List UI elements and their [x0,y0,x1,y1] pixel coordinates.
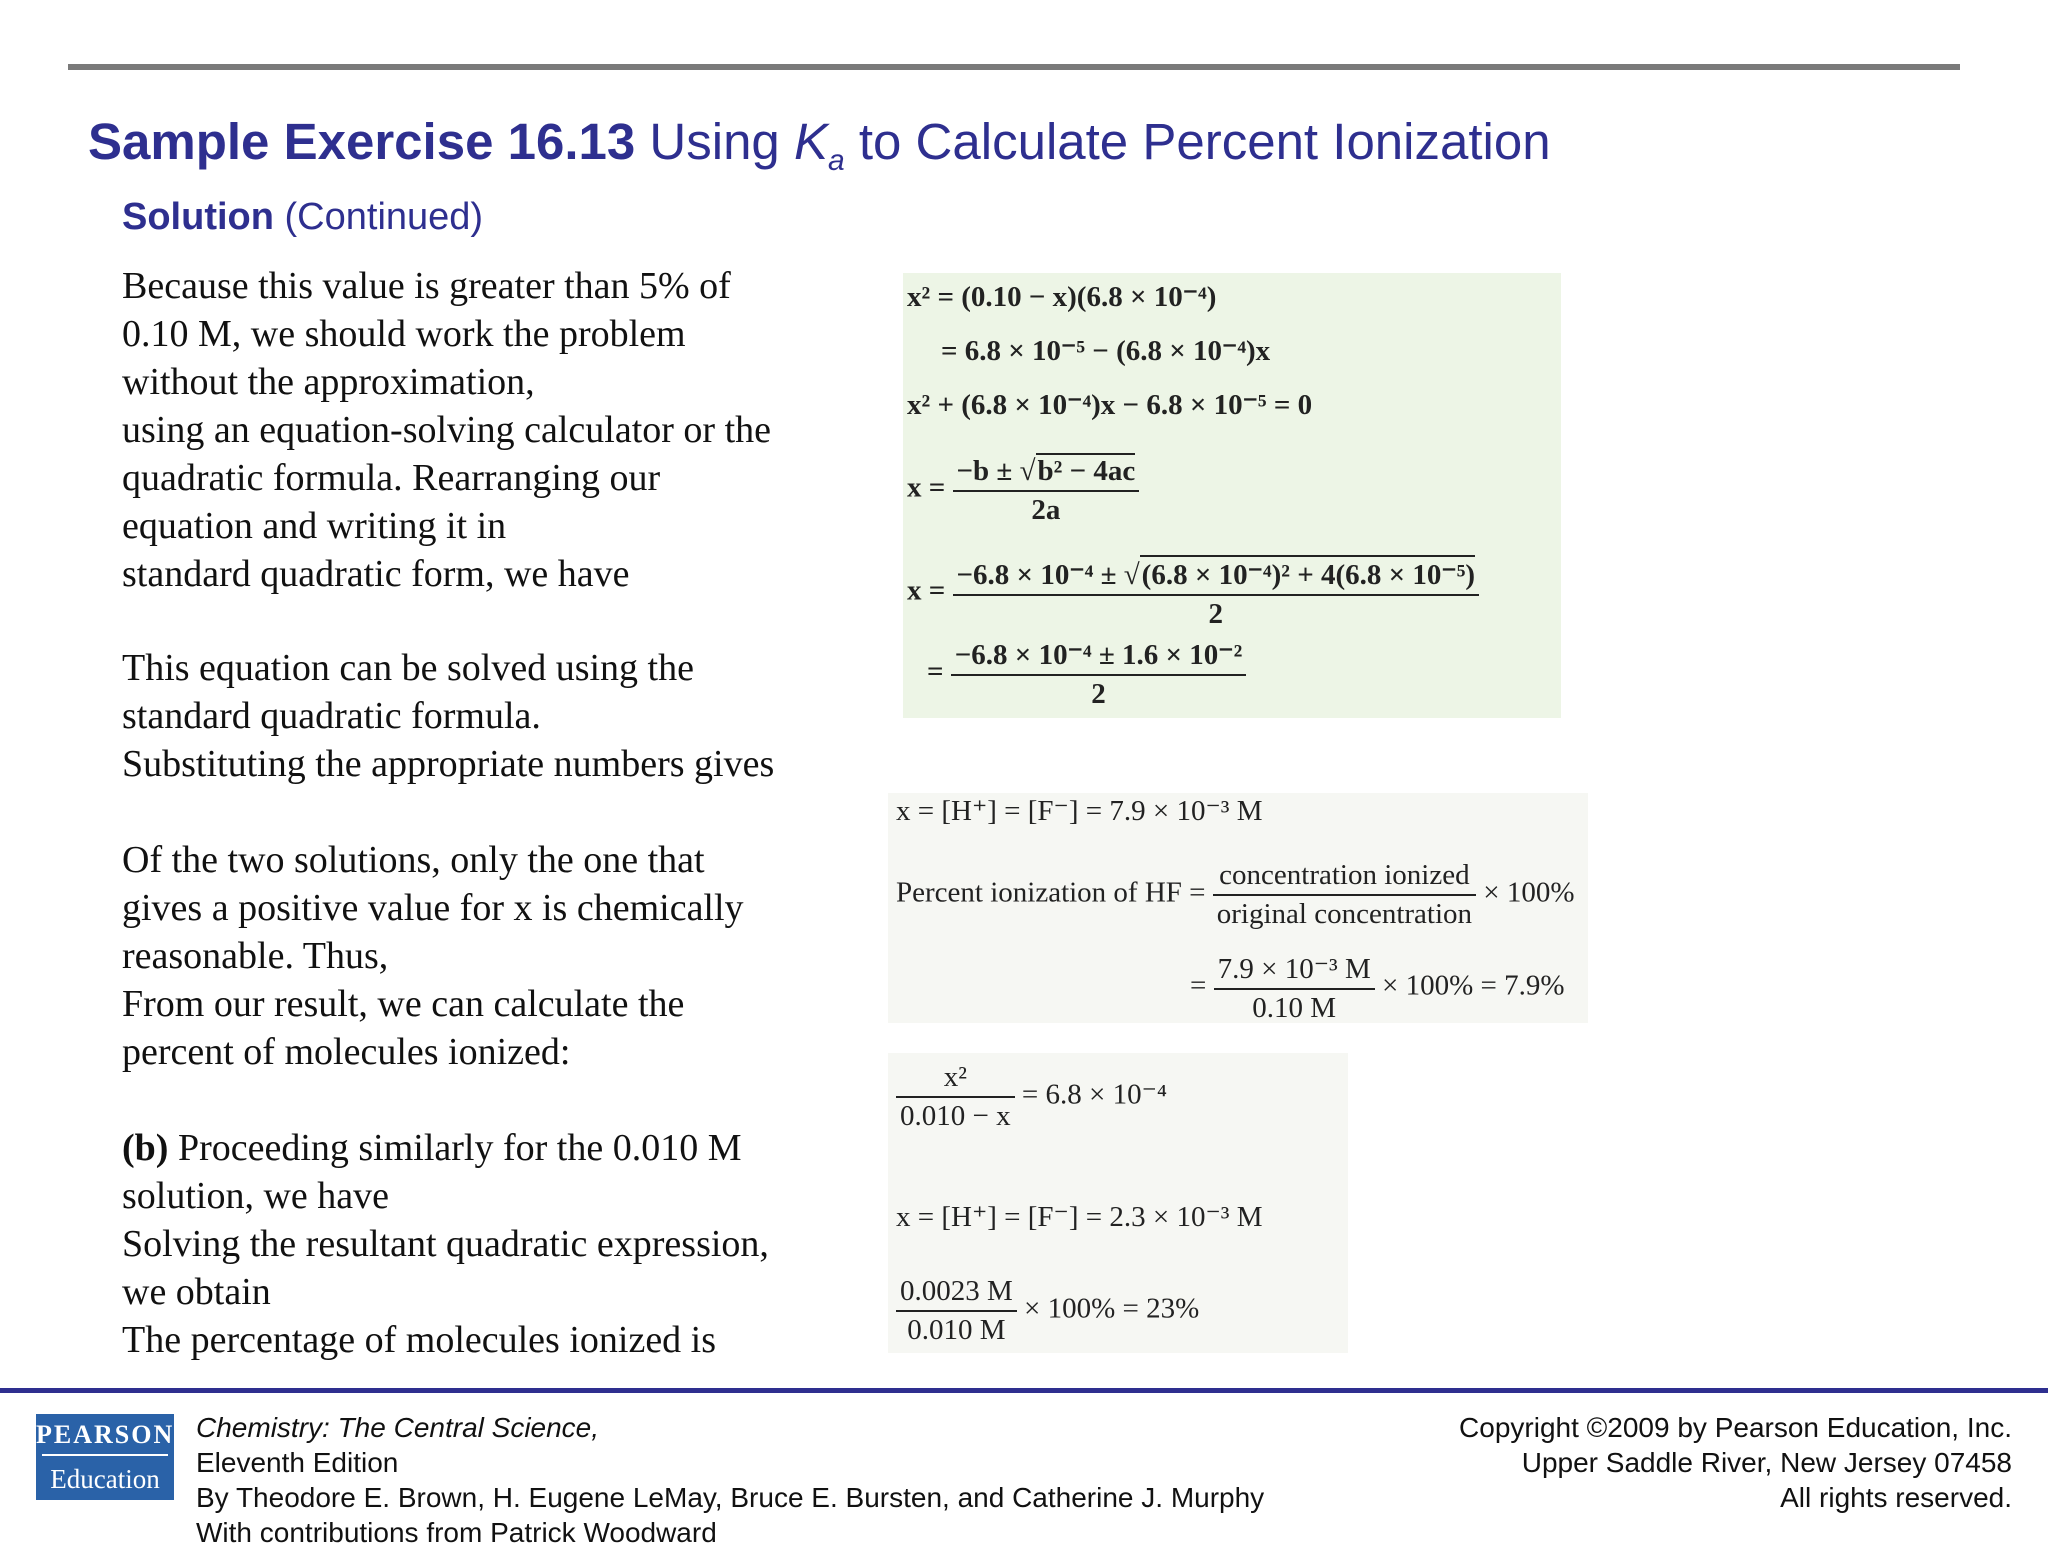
text-line: solution, we have [122,1175,390,1217]
title-k: K [793,113,828,170]
text-line-part-b [122,1124,822,1172]
text-line: reasonable. Thus, [122,935,389,977]
part-b-text: Proceeding similarly for the 0.010 M [168,1127,742,1169]
text-line: standard quadratic form, we have [122,553,630,595]
equation-line-2: = 6.8 × 10⁻⁵ − (6.8 × 10⁻⁴)x [941,335,1271,367]
book-contributions: With contributions from Patrick Woodward [196,1517,717,1548]
definition-den: original concentration [1216,898,1473,930]
part-b-label: (b) [122,1127,169,1169]
page-title [88,112,1551,178]
paragraph-3 [122,836,822,1076]
title-k-subscript: a [828,144,845,178]
book-title: Chemistry: The Central Science, [196,1412,600,1443]
text-line: Solving the resultant quadratic expression, [122,1223,769,1265]
subtitle-rest: (Continued) [273,196,484,238]
formula-lhs: x = [907,471,946,504]
quadratic-formula [907,453,1139,527]
copyright-line: Copyright ©2009 by Pearson Education, Inc. [1459,1412,2012,1443]
book-authors: By Theodore E. Brown, H. Eugene LeMay, Bruce E. Bursten, and Catherine J. Murphy [196,1482,1265,1513]
paragraph-1 [122,262,822,598]
section-subtitle [122,196,483,239]
text-line: Of the two solutions, only the one that [122,839,705,881]
formula-root: b² − 4ac [1037,455,1136,487]
part-b-percent-num: 0.0023 M [896,1275,1017,1312]
top-rule [68,64,1960,70]
text-line: gives a positive value for x is chemically [122,887,744,929]
book-credits [196,1410,1264,1550]
publisher-address: Upper Saddle River, New Jersey 07458 [1521,1447,2012,1478]
part-b-den: 0.010 − x [900,1100,1011,1132]
definition-lhs: Percent ionization of HF = [896,876,1206,909]
simplified-formula [927,637,1246,711]
title-text-2: to Calculate Percent Ionization [844,113,1551,170]
text-line: using an equation-solving calculator or the [122,409,771,451]
title-text-1: Using [649,113,794,170]
definition-rhs: × 100% [1483,876,1575,909]
part-b-num: x² [896,1061,1015,1098]
part-b-percent [896,1275,1199,1347]
footer-rule [0,1388,2048,1393]
text-line: Because this value is greater than 5% of [122,265,731,307]
book-edition: Eleventh Edition [196,1447,399,1478]
percent-ionization-calculation [1190,951,1565,1025]
definition-num: concentration ionized [1213,859,1476,896]
simplified-lhs: = [927,655,944,688]
text-line: From our result, we can calculate the [122,983,685,1025]
simplified-num: −6.8 × 10⁻⁴ ± 1.6 × 10⁻² [951,637,1247,676]
text-line: equation and writing it in [122,505,507,547]
part-b-percent-rhs: × 100% = 23% [1024,1292,1200,1325]
simplified-fraction [951,637,1247,711]
calc-den: 0.10 M [1252,992,1337,1024]
text-line: The percentage of molecules ionized is [122,1319,717,1361]
quadratic-equation-box [903,273,1561,718]
text-line: 0.10 M, we should work the problem [122,313,686,355]
pearson-logo: PEARSON Education [36,1414,174,1500]
formula-fraction: $\frac{\text{−b ± √b² − 4ac}}{2a}$ [953,453,1140,527]
part-b-concentration: x = [H⁺] = [F⁻] = 2.3 × 10⁻³ M [896,1201,1263,1233]
rights-reserved: All rights reserved. [1780,1482,2012,1513]
book-title-line [196,1410,1264,1480]
part-b-percent-den: 0.010 M [907,1314,1006,1346]
subst-lhs: x = [907,574,946,607]
part-b-rhs: = 6.8 × 10⁻⁴ [1021,1078,1167,1111]
subst-den: 2 [1208,598,1224,630]
paragraph-2 [122,644,822,788]
subst-num-a: −6.8 × 10⁻⁴ ± [956,559,1124,591]
subst-fraction: $\frac{\text{−6.8 × 10⁻⁴ ± √(6.8 × 10⁻⁴)² + 4(6.8 × 10⁻⁵)}}{2}$ [953,555,1480,631]
equation-line-3: x² + (6.8 × 10⁻⁴)x − 6.8 × 10⁻⁵ = 0 [907,389,1313,421]
text-line: This equation can be solved using the [122,647,694,689]
text-line: percent of molecules ionized: [122,1031,571,1073]
calc-lhs: = [1190,969,1207,1002]
percent-ionization-box [888,793,1588,1023]
text-line: quadratic formula. Rearranging our [122,457,661,499]
title-exercise-number: Sample Exercise 16.13 [88,113,636,170]
simplified-den: 2 [1091,678,1106,710]
percent-ionization-definition [896,859,1575,931]
formula-num-a: −b ± [956,455,1020,487]
formula-den: 2a [1031,494,1061,526]
equation-line-1: x² = (0.10 − x)(6.8 × 10⁻⁴) [907,281,1217,313]
concentration-result: x = [H⁺] = [F⁻] = 7.9 × 10⁻³ M [896,795,1263,827]
text-line: without the approximation, [122,361,535,403]
calc-rhs: × 100% = 7.9% [1382,969,1565,1002]
text-line: Substituting the appropriate numbers gives [122,743,775,785]
text-line: standard quadratic formula. [122,695,541,737]
copyright-block [1459,1410,2012,1515]
substituted-formula [907,555,1479,631]
part-b-equation [896,1061,1167,1133]
text-line: we obtain [122,1271,271,1313]
calc-num: 7.9 × 10⁻³ M [1214,951,1375,990]
part-b-equations-box [888,1053,1348,1353]
subst-root: (6.8 × 10⁻⁴)² + 4(6.8 × 10⁻⁵) [1140,555,1475,592]
paragraph-4 [122,1124,822,1364]
subtitle-bold: Solution [122,196,274,238]
